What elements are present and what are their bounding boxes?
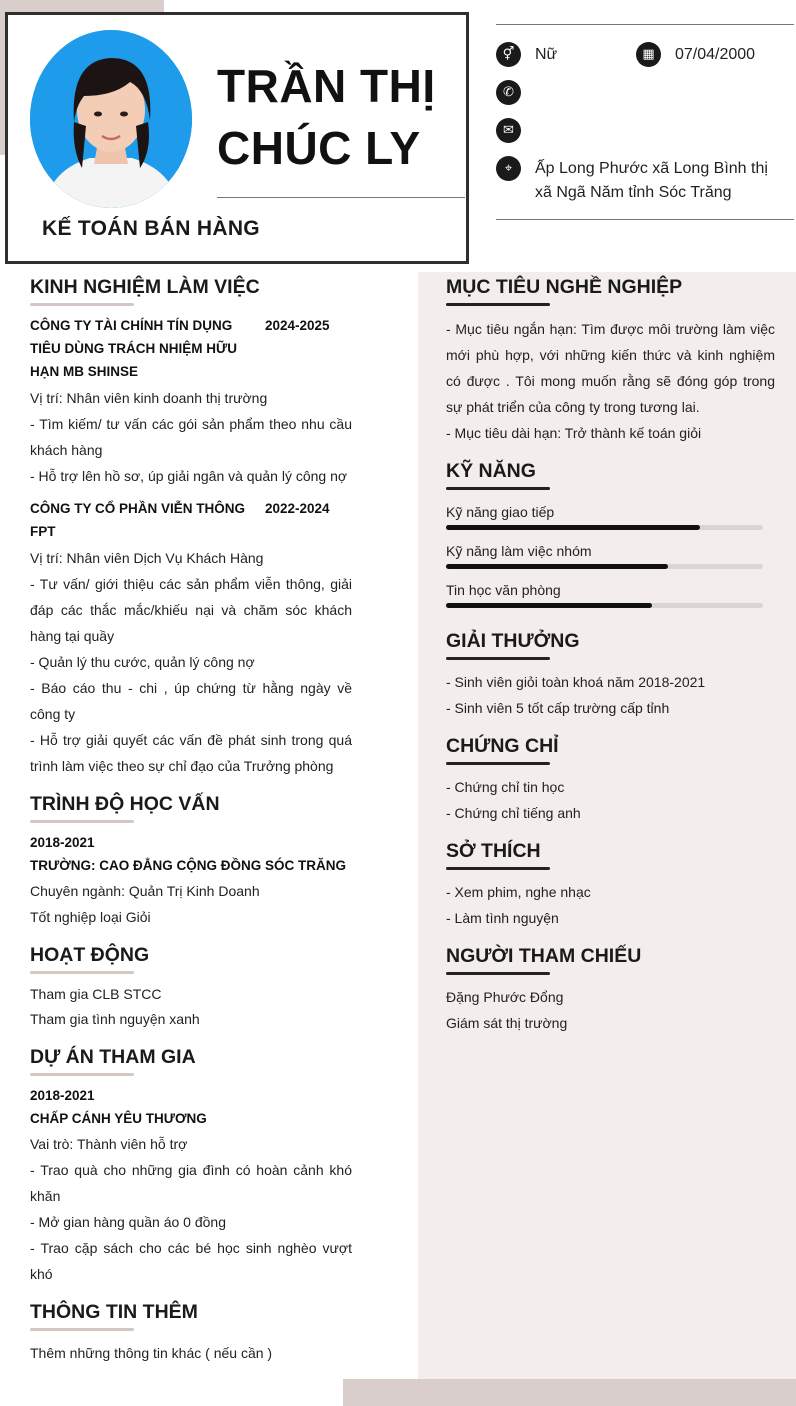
skill-label: Kỹ năng giao tiếp <box>446 504 555 520</box>
skill-bar-fill <box>446 564 668 569</box>
awards-heading-underline <box>446 657 550 660</box>
gender-value: Nữ <box>535 46 558 63</box>
gender-icon: ⚥ <box>496 42 521 67</box>
references-heading-underline <box>446 972 550 975</box>
skill-label: Tin học văn phòng <box>446 582 561 598</box>
skills-heading-underline <box>446 487 550 490</box>
address-value: Ấp Long Phước xã Long Bình thị xã Ngã Năm tỉnh Sóc Trăng <box>535 160 768 201</box>
education-result: Tốt nghiệp loại Giỏi <box>30 909 151 925</box>
job-1-position: Vị trí: Nhân viên kinh doanh thị trường <box>30 390 268 406</box>
mail-icon: ✉ <box>496 118 521 143</box>
skill-bar-track <box>446 603 763 608</box>
certificates-heading: CHỨNG CHỈ <box>446 735 559 757</box>
job-2-position: Vị trí: Nhân viên Dịch Vụ Khách Hàng <box>30 550 264 566</box>
job-1-line-2: - Hỗ trợ lên hồ sơ, úp giải ngân và quản lý công nợ <box>30 468 348 484</box>
awards-heading: GIẢI THƯỞNG <box>446 630 580 652</box>
activity-item: Tham gia CLB STCC <box>30 986 162 1002</box>
extra-info-text: Thêm những thông tin khác ( nếu cần ) <box>30 1345 273 1361</box>
education-period: 2018-2021 <box>30 835 95 850</box>
objective-heading-underline <box>446 303 550 306</box>
job-1-line-1: - Tìm kiếm/ tư vấn các gói sản phẩm theo nhu cầu khách hàng <box>30 416 352 458</box>
objective-short-term: - Mục tiêu ngắn hạn: Tìm được môi trường làm việc mới phù hợp, với những kiến thức và kinh nghiệm có được . Tôi mong muốn rằng sẽ đóng góp trong sự phát triển của công ty trong tương lai. <box>446 321 775 415</box>
job-2-line-1: - Tư vấn/ giới thiệu các sản phẩm viễn thông, giải đáp các thắc mắc/khiếu nại và chăm sóc khách hàng tại quầy <box>30 576 352 644</box>
skill-bar-track <box>446 564 763 569</box>
phone-icon: ✆ <box>496 80 521 105</box>
project-line-2: - Mở gian hàng quần áo 0 đồng <box>30 1214 226 1230</box>
contact-top-divider <box>496 24 794 25</box>
hobby-item: - Làm tình nguyện <box>446 910 559 926</box>
skills-heading: KỸ NĂNG <box>446 460 536 482</box>
award-item: - Sinh viên 5 tốt cấp trường cấp tỉnh <box>446 700 670 716</box>
experience-heading-underline <box>30 303 134 306</box>
project-line-3: - Trao cặp sách cho các bé học sinh nghèo vượt khó <box>30 1240 352 1282</box>
objective-heading: MỤC TIÊU NGHỀ NGHIỆP <box>446 276 683 298</box>
avatar <box>30 30 192 208</box>
certificates-heading-underline <box>446 762 550 765</box>
hobbies-heading-underline <box>446 867 550 870</box>
decor-block-bottom <box>343 1379 796 1406</box>
skill-bar-fill <box>446 525 700 530</box>
certificate-item: - Chứng chỉ tin học <box>446 779 565 795</box>
education-heading: TRÌNH ĐỘ HỌC VẤN <box>30 793 220 815</box>
job-2-line-3: - Báo cáo thu - chi , úp chứng từ hằng ngày về công ty <box>30 680 352 722</box>
reference-name: Đặng Phước Đổng <box>446 989 564 1005</box>
experience-heading: KINH NGHIỆM LÀM VIỆC <box>30 276 260 298</box>
hobbies-heading: SỞ THÍCH <box>446 840 541 862</box>
calendar-icon: ▦ <box>636 42 661 67</box>
skill-bar-track <box>446 525 763 530</box>
location-pin-icon: ⌖ <box>496 156 521 181</box>
project-line-1: - Trao quà cho những gia đình có hoàn cảnh khó khăn <box>30 1162 352 1204</box>
certificate-item: - Chứng chỉ tiếng anh <box>446 805 581 821</box>
skill-bar-fill <box>446 603 652 608</box>
extra-info-heading: THÔNG TIN THÊM <box>30 1301 198 1323</box>
projects-heading: DỰ ÁN THAM GIA <box>30 1046 196 1068</box>
project-period: 2018-2021 <box>30 1088 95 1103</box>
extra-info-heading-underline <box>30 1328 134 1331</box>
award-item: - Sinh viên giỏi toàn khoá năm 2018-2021 <box>446 674 706 690</box>
project-role: Vai trò: Thành viên hỗ trợ <box>30 1136 188 1152</box>
job-2-line-4: - Hỗ trợ giải quyết các vấn đề phát sinh trong quá trình làm việc theo sự chỉ đạo của Trưởng phòng <box>30 732 352 774</box>
job-title: KẾ TOÁN BÁN HÀNG <box>42 217 260 240</box>
activity-item: Tham gia tình nguyện xanh <box>30 1011 200 1027</box>
projects-heading-underline <box>30 1073 134 1076</box>
references-heading: NGƯỜI THAM CHIẾU <box>446 945 642 967</box>
education-major: Chuyên ngành: Quản Trị Kinh Doanh <box>30 883 260 899</box>
activities-heading: HOẠT ĐỘNG <box>30 944 150 966</box>
reference-role: Giám sát thị trường <box>446 1015 568 1031</box>
education-school: TRƯỜNG: CAO ĐẲNG CỘNG ĐỒNG SÓC TRĂNG <box>30 858 346 873</box>
job-2-line-2: - Quản lý thu cước, quản lý công nợ <box>30 654 255 670</box>
activities-heading-underline <box>30 971 134 974</box>
education-heading-underline <box>30 820 134 823</box>
birthday-value: 07/04/2000 <box>675 46 756 63</box>
job-2-period: 2022-2024 <box>265 501 330 516</box>
avatar-photo <box>30 30 192 208</box>
objective-long-term: - Mục tiêu dài hạn: Trở thành kế toán giỏi <box>446 425 702 441</box>
job-1-company: CÔNG TY TÀI CHÍNH TÍN DỤNG TIÊU DÙNG TRÁCH NHIỆM HỮU HẠN MB SHINSE <box>30 318 237 379</box>
project-name: CHẤP CÁNH YÊU THƯƠNG <box>30 1111 207 1126</box>
candidate-name: TRẦN THỊ CHÚC LY <box>217 60 436 174</box>
contact-bottom-divider <box>496 219 794 220</box>
hobby-item: - Xem phim, nghe nhạc <box>446 884 591 900</box>
job-1-period: 2024-2025 <box>265 318 330 333</box>
name-divider <box>217 197 465 198</box>
skill-label: Kỹ năng làm việc nhóm <box>446 543 592 559</box>
job-2-company: CÔNG TY CỔ PHẦN VIỄN THÔNG FPT <box>30 501 246 539</box>
